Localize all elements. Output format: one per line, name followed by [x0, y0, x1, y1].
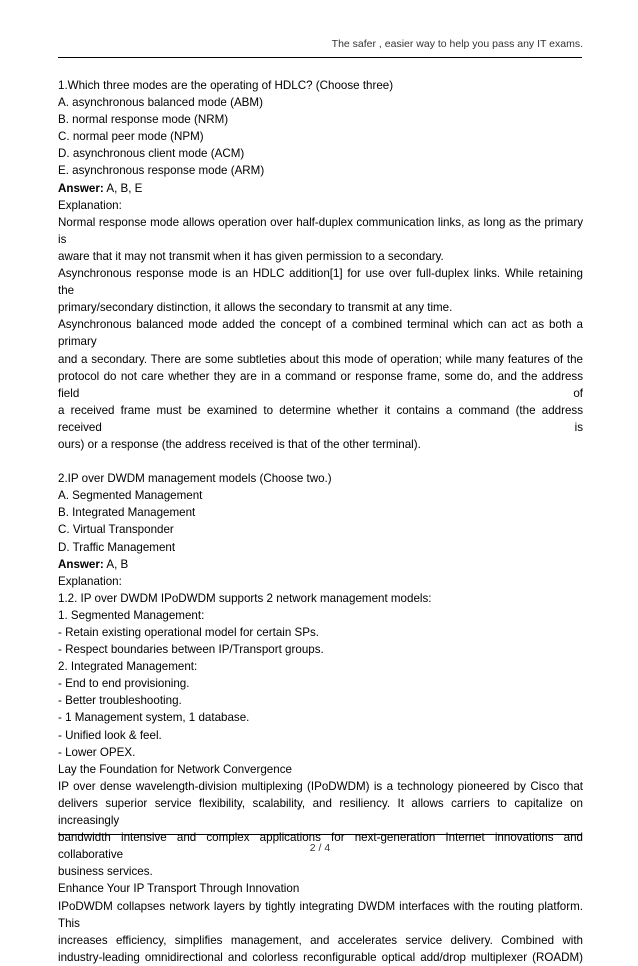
page-number: 2 / 4: [309, 842, 331, 854]
q1-option-c: C. normal peer mode (NPM): [58, 130, 204, 144]
q2-paragraph-line: IP over dense wavelength-division multiplexing (IPoDWDM) is a technology pioneered by Cisco that: [58, 779, 583, 793]
q2-paragraph-line: IPoDWDM collapses network layers by tightly integrating DWDM interfaces with the routing platform. This: [58, 899, 583, 930]
q1-explanation-label: Explanation:: [58, 198, 122, 212]
q2-list-line: - 1 Management system, 1 database.: [58, 711, 250, 725]
q2-list-line: - Better troubleshooting.: [58, 694, 182, 708]
q1-explanation-line: ours) or a response (the address received is that of the other terminal).: [58, 437, 421, 451]
q2-paragraph-line: industry-leading omnidirectional and colorless reconfigurable optical add/drop multiplexer (ROADM): [58, 950, 583, 964]
q2-heading-innovation: Enhance Your IP Transport Through Innovation: [58, 882, 300, 896]
header-rule: [58, 57, 582, 58]
q1-explanation-line: a received frame must be examined to determine whether it contains a command (the address received is: [58, 403, 583, 434]
q1-option-a: A. asynchronous balanced mode (ABM): [58, 96, 263, 110]
section-spacer: [58, 453, 583, 470]
q2-paragraph-line: business services.: [58, 865, 153, 879]
q1-answer: [58, 180, 583, 197]
q2-list-line: 2. Integrated Management:: [58, 660, 198, 674]
q2-option-d: D. Traffic Management: [58, 540, 176, 554]
q1-answer-label: Answer:: [58, 181, 104, 195]
q2-list-line: - End to end provisioning.: [58, 677, 190, 691]
q2-explanation-label: Explanation:: [58, 574, 122, 588]
header-tagline: The safer , easier way to help you pass any IT exams.: [331, 38, 583, 50]
q1-option-b: B. normal response mode (NRM): [58, 113, 229, 127]
q2-paragraph-line: increases efficiency, simplifies management, and accelerates service delivery. Combined with: [58, 933, 583, 947]
q2-answer: [58, 556, 583, 573]
q2-list-line: - Lower OPEX.: [58, 745, 136, 759]
q2-list-line: - Unified look & feel.: [58, 728, 162, 742]
q1-explanation-line: and a secondary. There are some subtleties about this mode of operation; while many features of the: [58, 352, 583, 366]
q2-option-c: C. Virtual Transponder: [58, 523, 174, 537]
q2-heading-convergence: Lay the Foundation for Network Convergence: [58, 762, 292, 776]
q2-paragraph-line: bandwidth intensive and complex applications for next-generation Internet innovations and collaborative: [58, 831, 583, 862]
question-1: 1.Which three modes are the operating of HDLC? (Choose three): [58, 79, 394, 92]
q1-explanation-line: primary/secondary distinction, it allows the secondary to transmit at any time.: [58, 301, 453, 315]
q2-option-a: A. Segmented Management: [58, 489, 203, 503]
q1-explanation-line: protocol do not care whether they are in a command or response frame, some do, and the address field of: [58, 369, 583, 400]
q1-option-d: D. asynchronous client mode (ACM): [58, 147, 245, 161]
q2-answer-label: Answer:: [58, 557, 104, 571]
question-2: 2.IP over DWDM management models (Choose two.): [58, 472, 332, 486]
q1-explanation-line: aware that it may not transmit when it has given permission to a secondary.: [58, 249, 444, 263]
footer-rule: [58, 834, 582, 835]
q2-paragraph-line: delivers superior service flexibility, scalability, and resiliency. It allows carriers to capitalize on increasingly: [58, 796, 583, 828]
q2-answer-value: A, B: [103, 557, 129, 571]
page-content: [58, 77, 583, 966]
q2-list-line: - Respect boundaries between IP/Transport groups.: [58, 643, 324, 657]
q2-list-line: 1. Segmented Management:: [58, 608, 205, 622]
q1-explanation-line: Asynchronous balanced mode added the concept of a combined terminal which can act as both a primary: [58, 318, 583, 349]
q1-explanation-line: Normal response mode allows operation over half-duplex communication links, as long as the primary is: [58, 215, 583, 246]
q1-option-e: E. asynchronous response mode (ARM): [58, 164, 265, 178]
q1-explanation-line: Asynchronous response mode is an HDLC addition[1] for use over full-duplex links. While retaining the: [58, 267, 583, 298]
q2-option-b: B. Integrated Management: [58, 506, 196, 520]
q2-list-line: - Retain existing operational model for certain SPs.: [58, 626, 319, 639]
q2-list-line: 1.2. IP over DWDM IPoDWDM supports 2 network management models:: [58, 591, 432, 605]
q1-answer-value: A, B, E: [103, 181, 143, 195]
